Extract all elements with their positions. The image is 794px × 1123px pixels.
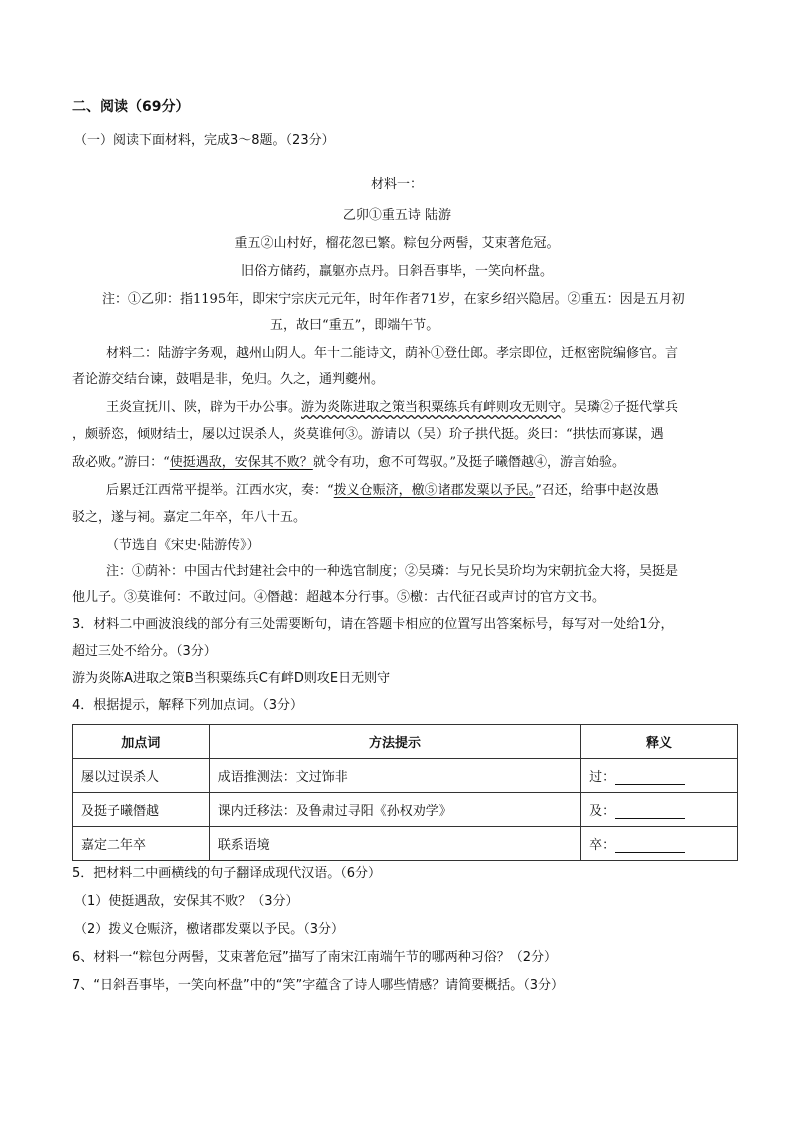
phrase-cell: 嘉定二年卒 <box>73 827 210 861</box>
hint-cell: 联系语境 <box>209 827 580 861</box>
poem-title: 乙卯①重五诗 陆游 <box>342 208 452 223</box>
wavy-underlined-passage: 游为炎陈进取之策当积粟练兵有衅则攻无则守 <box>301 400 562 415</box>
hint-cell: 课内迁移法：及鲁肃过寻阳《孙权劝学》 <box>209 793 580 827</box>
underlined-sentence-1: 使挺遇敌，安保其不败？ <box>169 455 313 470</box>
material2-p3-line-1 <box>106 483 659 499</box>
table-row <box>73 793 738 827</box>
answer-blank[interactable] <box>615 771 685 785</box>
table-row <box>73 759 738 793</box>
p3-l1-post: ”召还，给事中赵汝愚 <box>535 483 659 498</box>
p2-l3-pre: 敌必败。”游曰：“ <box>72 455 170 470</box>
question-4-stem: 4．根据提示，解释下列加点词。（3分） <box>72 698 304 713</box>
material2-p1-line-2: 者论游交结台谏，鼓唱是非，免归。久之，通判夔州。 <box>72 372 385 387</box>
answer-blank[interactable] <box>615 839 685 853</box>
poem-line-2: 旧俗方储药，羸躯亦点丹。日斜吾事毕，一笑向杯盘。 <box>240 264 553 279</box>
table-header-row <box>73 725 738 759</box>
answer-blank[interactable] <box>615 805 685 819</box>
material1-label: 材料一： <box>370 177 423 192</box>
question-5-sub-1: （1）使挺遇敌，安保其不败？（3分） <box>74 894 299 909</box>
hint-cell: 成语推测法：文过饰非 <box>209 759 580 793</box>
material2-p2-line-1 <box>106 400 678 416</box>
material1-note-line-2: 五，故曰“重五”，即端午节。 <box>270 318 440 333</box>
poem-line-1: 重五②山村好，榴花忽已繁。粽包分两髻，艾束著危冠。 <box>234 236 560 251</box>
material1-note-line-1: 注：①乙卯：指1195年，即宋宁宗庆元元年，时年作者71岁，在家乡绍兴隐居。②重五：因是五月初 <box>102 292 685 307</box>
material2-note-line-2: 他儿子。③莫谁何：不敢过问。④僭越：超越本分行事。⑤檄：古代征召或声讨的官方文书。 <box>72 590 606 605</box>
material2-p3-line-2: 驳之，遂与祠。嘉定二年卒，年八十五。 <box>72 510 307 525</box>
material2-source: （节选自《宋史·陆游传》） <box>106 538 260 553</box>
question-3-line-3: 游为炎陈A进取之策B当积粟练兵C有衅D则攻E日无则守 <box>72 671 391 686</box>
phrase-cell: 屡以过误杀人 <box>73 759 210 793</box>
answer-cell <box>581 759 738 793</box>
question-3-line-1: 3．材料二中画波浪线的部分有三处需要断句，请在答题卡相应的位置写出答案标号，每写对一处给1分， <box>72 617 674 632</box>
question-5-stem: 5．把材料二中画横线的句子翻译成现代汉语。（6分） <box>72 866 382 881</box>
question-7-stem: 7、“日斜吾事毕，一笑向杯盘”中的“笑”字蕴含了诗人哪些情感？请简要概括。（3分） <box>72 978 564 993</box>
p2-text-post: 。吴璘②子挺代掌兵 <box>561 400 679 415</box>
answer-prefix: 卒： <box>589 838 616 853</box>
header-hint: 方法提示 <box>209 725 580 759</box>
question-3-line-2: 超过三处不给分。（3分） <box>72 644 217 659</box>
material2-p2-line-3 <box>72 455 625 471</box>
material2-p1-line-1: 材料二：陆游字务观，越州山阴人。年十二能诗文，荫补①登仕郎。孝宗即位，迁枢密院编修官。言 <box>106 346 679 361</box>
underlined-sentence-2: 拨义仓赈济，檄⑤诸郡发粟以予民。 <box>333 483 536 498</box>
answer-cell <box>581 827 738 861</box>
header-phrase: 加点词 <box>73 725 210 759</box>
answer-prefix: 及： <box>589 804 616 819</box>
question-5-sub-2: （2）拨义仓赈济，檄诸郡发粟以予民。（3分） <box>74 922 345 937</box>
answer-cell <box>581 793 738 827</box>
p3-l1-pre: 后累迁江西常平提举。江西水灾，奏：“ <box>106 483 334 498</box>
question-6-stem: 6、材料一“粽包分两髻，艾束著危冠”描写了南宋江南端午节的哪两种习俗？（2分） <box>72 950 558 965</box>
table-row <box>73 827 738 861</box>
answer-prefix: 过： <box>589 770 616 785</box>
section-title: 二、阅读（69分） <box>72 99 190 115</box>
phrase-cell: 及挺子曦僭越 <box>73 793 210 827</box>
header-meaning: 释义 <box>581 725 738 759</box>
p2-text-pre: 王炎宣抚川、陕，辟为干办公事。 <box>106 400 302 415</box>
material2-p2-line-2: ，颇骄恣，倾财结士，屡以过误杀人，炎莫谁何③。游请以（吴）玠子拱代挺。炎曰：“拱怯而寡谋，遇 <box>72 427 664 442</box>
material2-note-line-1: 注：①荫补：中国古代封建社会中的一种选官制度；②吴璘：与兄长吴玠均为宋朝抗金大将，吴挺是 <box>106 564 679 579</box>
p2-l3-post: 就令有功，愈不可驾驭。”及挺子曦僭越④，游言始验。 <box>312 455 625 470</box>
hint-table <box>72 724 738 861</box>
part1-instruction: （一）阅读下面材料，完成3～8题。（23分） <box>74 133 335 148</box>
